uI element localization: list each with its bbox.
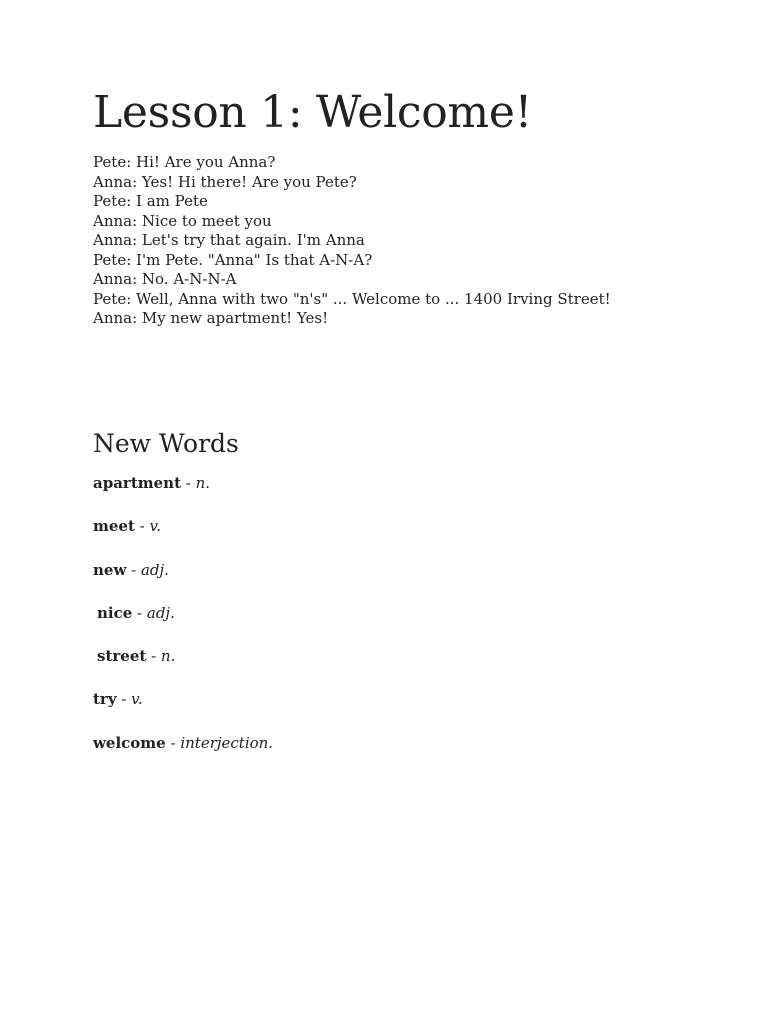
vocab-word: apartment — [93, 474, 182, 492]
vocab-part-of-speech: v. — [131, 690, 143, 709]
vocab-separator: - — [132, 603, 147, 622]
vocab-separator: - — [146, 647, 161, 666]
lesson-title: Lesson 1: Welcome! — [93, 87, 532, 138]
vocab-item — [93, 689, 273, 732]
dialogue-line: Anna: Nice to meet you — [93, 211, 272, 230]
vocab-separator: - — [134, 517, 150, 536]
dialogue-line: Pete: Well, Anna with two "n's" ... Welcome to ... 1400 Irving Street! — [93, 289, 611, 308]
vocab-separator: - — [126, 560, 141, 579]
dialogue-line: Pete: I am Pete — [93, 192, 208, 210]
dialogue-line: Pete: Hi! Are you Anna? — [93, 153, 276, 171]
vocab-word: meet — [93, 517, 135, 536]
vocab-separator: - — [116, 690, 132, 709]
dialogue-line: Anna: My new apartment! Yes! — [93, 309, 329, 327]
vocab-part-of-speech: n. — [160, 647, 176, 666]
vocab-item — [93, 646, 273, 689]
vocab-item — [93, 560, 273, 603]
vocab-word: welcome — [93, 733, 166, 752]
dialogue-line: Pete: I'm Pete. "Anna" Is that A-N-A? — [93, 250, 373, 269]
vocab-part-of-speech: n. — [195, 474, 211, 492]
vocab-separator: - — [181, 474, 196, 492]
vocab-word: nice — [97, 603, 133, 622]
vocab-word: try — [93, 690, 117, 709]
vocab-part-of-speech: v. — [149, 517, 161, 536]
vocabulary-list — [93, 473, 273, 776]
vocab-item — [93, 473, 273, 516]
dialogue-line: Anna: No. A-N-N-A — [93, 270, 237, 288]
dialogue-line: Anna: Let's try that again. I'm Anna — [93, 231, 365, 249]
vocab-word: new — [93, 560, 127, 579]
vocab-part-of-speech: interjection. — [180, 733, 274, 752]
vocab-item — [93, 516, 273, 559]
new-words-heading: New Words — [93, 429, 239, 458]
vocab-item — [93, 603, 273, 646]
vocab-separator: - — [165, 733, 181, 752]
vocab-part-of-speech: adj. — [140, 560, 169, 579]
dialogue-line: Anna: Yes! Hi there! Are you Pete? — [93, 172, 357, 191]
vocab-part-of-speech: adj. — [146, 603, 175, 622]
vocab-word: street — [97, 647, 147, 666]
dialogue — [93, 153, 611, 329]
vocab-item — [93, 733, 273, 776]
